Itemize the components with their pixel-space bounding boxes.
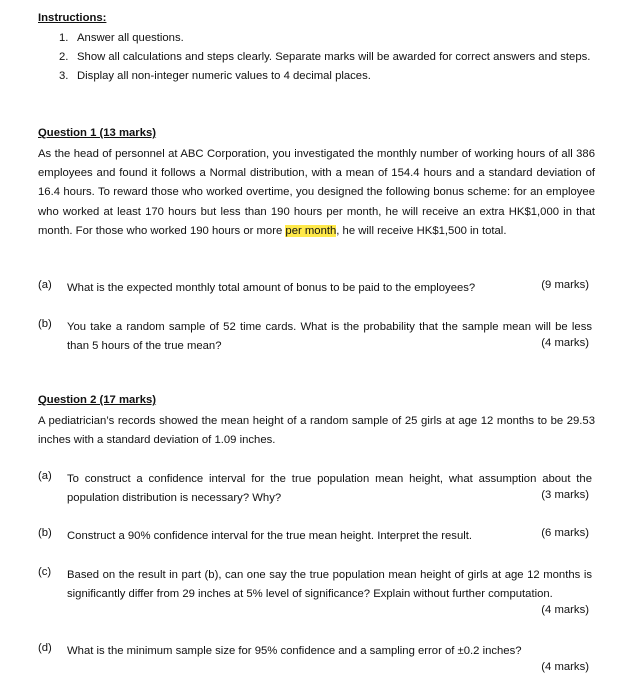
q2-part-d-text: What is the minimum sample size for 95% confidence and a sampling error of ±0.2 inches? <box>67 645 522 657</box>
instruction-number-1: 1. <box>59 32 69 44</box>
q2-part-c-marks: (4 marks) <box>541 604 589 616</box>
question-1-body <box>38 145 595 241</box>
q1-part-a-label: (a) <box>38 279 52 291</box>
q2-part-a-text: To construct a confidence interval for the true population mean height, what assumption about the population distribution is necessary? Why? <box>67 473 592 504</box>
instruction-item-3: Display all non-integer numeric values to 4 decimal places. <box>77 70 371 82</box>
instruction-item-2: Show all calculations and steps clearly. Separate marks will be awarded for correct answers and steps. <box>77 51 591 63</box>
q2-part-a-label: (a) <box>38 470 52 482</box>
q2-part-c-text: Based on the result in part (b), can one say the true population mean height of girls at age 12 months is significantly differ from 29 inches at 5% level of significance? Explain without further computation. <box>67 569 592 600</box>
question-2-body: A pediatrician’s records showed the mean height of a random sample of 25 girls at age 12 months to be 29.53 inches with a standard deviation of 1.09 inches. <box>38 415 595 447</box>
highlighted-text: per month <box>285 224 337 237</box>
q1-part-b-marks: (4 marks) <box>541 337 589 349</box>
question-1-heading: Question 1 (13 marks) <box>38 127 157 139</box>
instruction-number-2: 2. <box>59 51 69 63</box>
q1-part-a-marks: (9 marks) <box>541 279 589 291</box>
q2-part-b-label: (b) <box>38 527 52 539</box>
q2-part-b-marks: (6 marks) <box>541 527 589 539</box>
question-1-body-text-1: As the head of personnel at ABC Corporation, you investigated the monthly number of working hours of all 386 employees and found it follows a Normal distribution, with a mean of 154.4 hours and a standard deviation of 16.4 hours. To reward those who worked overtime, you designed the following bonus scheme: for an employee who worked at least 170 hours but less than 190 hours per month, he will receive an extra HK$1,000 in that month. For those who worked 190 hours or more <box>38 148 595 237</box>
question-2-heading: Question 2 (17 marks) <box>38 394 157 406</box>
q2-part-a-marks: (3 marks) <box>541 489 589 501</box>
instruction-item-1: Answer all questions. <box>77 32 184 44</box>
instruction-number-3: 3. <box>59 70 69 82</box>
q1-part-b-label: (b) <box>38 318 52 330</box>
q2-part-d-label: (d) <box>38 642 52 654</box>
q1-part-a-text: What is the expected monthly total amount of bonus to be paid to the employees? <box>67 282 476 294</box>
q2-part-c-label: (c) <box>38 566 52 578</box>
question-1-body-text-2: , he will receive HK$1,500 in total. <box>336 224 507 237</box>
q2-part-b-text: Construct a 90% confidence interval for the true mean height. Interpret the result. <box>67 530 473 542</box>
instructions-heading: Instructions: <box>38 12 107 24</box>
q1-part-b-text: You take a random sample of 52 time cards. What is the probability that the sample mean will be less than 5 hours of the true mean? <box>67 321 592 352</box>
q2-part-d-marks: (4 marks) <box>541 661 589 673</box>
